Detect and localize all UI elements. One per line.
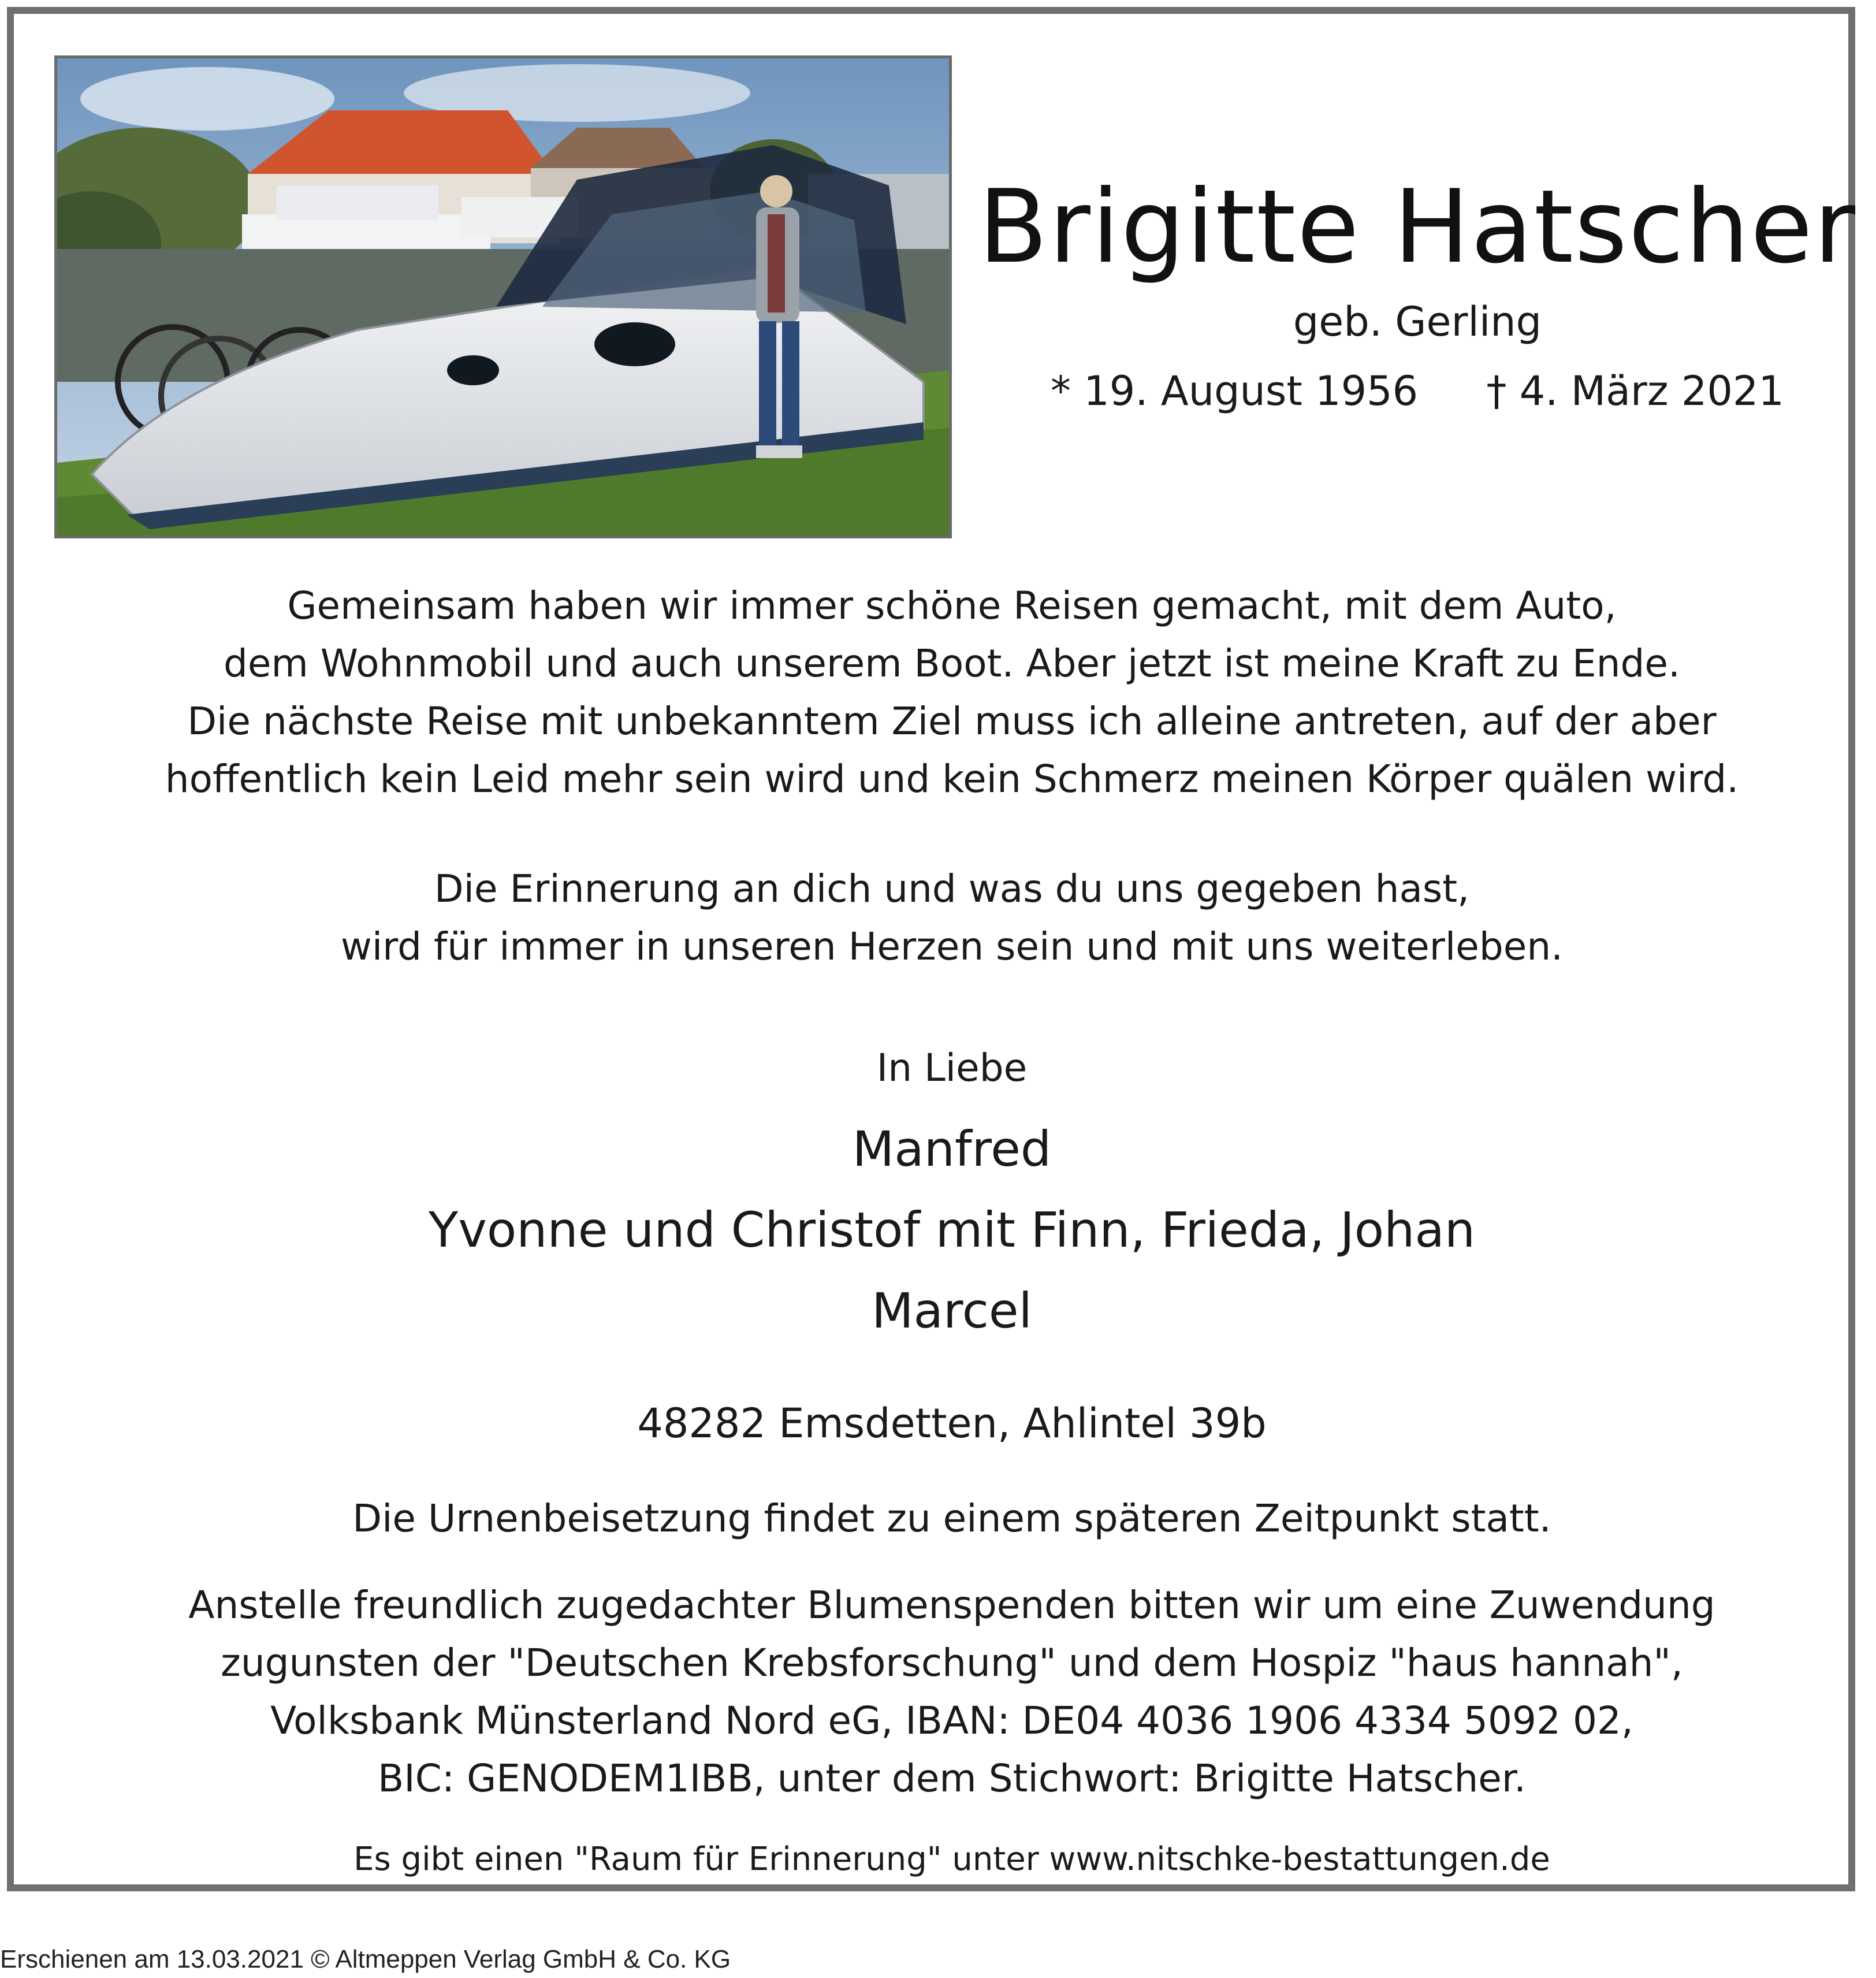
urn-burial-notice: Die Urnenbeisetzung findet zu einem späteren Zeitpunkt statt.	[352, 1496, 1551, 1541]
family-member: Manfred	[852, 1121, 1052, 1177]
obituary-frame	[7, 7, 1855, 1891]
family-address: 48282 Emsdetten, Ahlintel 39b	[637, 1400, 1267, 1447]
family-member: Marcel	[872, 1282, 1032, 1339]
memory-line: Die Erinnerung an dich und was du uns gegeben hast,	[434, 867, 1470, 911]
donation-line: Anstelle freundlich zugedachter Blumenspenden bitten wir um eine Zuwendung	[188, 1583, 1715, 1627]
life-dates	[973, 365, 1862, 417]
farewell-line: Gemeinsam haben wir immer schöne Reisen gemacht, mit dem Auto,	[287, 583, 1617, 628]
publication-footer: Erschienen am 13.03.2021 © Altmeppen Verlag GmbH & Co. KG	[0, 1945, 731, 1973]
greeting: In Liebe	[876, 1046, 1028, 1090]
memorial-link-text: Es gibt einen "Raum für Erinnerung" unter www.nitschke-bestattungen.de	[353, 1841, 1550, 1878]
farewell-line: dem Wohnmobil und auch unserem Boot. Aber jetzt ist meine Kraft zu Ende.	[224, 641, 1680, 686]
death-date: † 4. März 2021	[1486, 367, 1784, 415]
family-members	[37, 1109, 1867, 1351]
maiden-name: geb. Gerling	[1293, 298, 1542, 345]
donation-line: zugunsten der "Deutschen Krebsforschung" und dem Hospiz "haus hannah",	[221, 1641, 1683, 1685]
birth-date: * 19. August 1956	[1051, 367, 1419, 415]
family-member: Yvonne und Christof mit Finn, Frieda, Johan	[428, 1202, 1476, 1258]
farewell-line: Die nächste Reise mit unbekanntem Ziel muss ich alleine antreten, auf der aber	[187, 699, 1717, 743]
deceased-name: Brigitte Hatscher	[978, 169, 1857, 286]
donation-line: BIC: GENODEM1IBB, unter dem Stichwort: Brigitte Hatscher.	[378, 1756, 1526, 1801]
donation-request	[37, 1577, 1867, 1808]
memory-text	[37, 860, 1867, 976]
memory-line: wird für immer in unseren Herzen sein und mit uns weiterleben.	[340, 924, 1564, 969]
farewell-line: hoffentlich kein Leid mehr sein wird und kein Schmerz meinen Körper quälen wird.	[165, 757, 1739, 801]
farewell-text	[37, 577, 1867, 808]
donation-line: Volksbank Münsterland Nord eG, IBAN: DE04 4036 1906 4334 5092 02,	[270, 1698, 1633, 1743]
boat-photo-image	[57, 58, 949, 536]
obituary-photo	[54, 55, 952, 538]
